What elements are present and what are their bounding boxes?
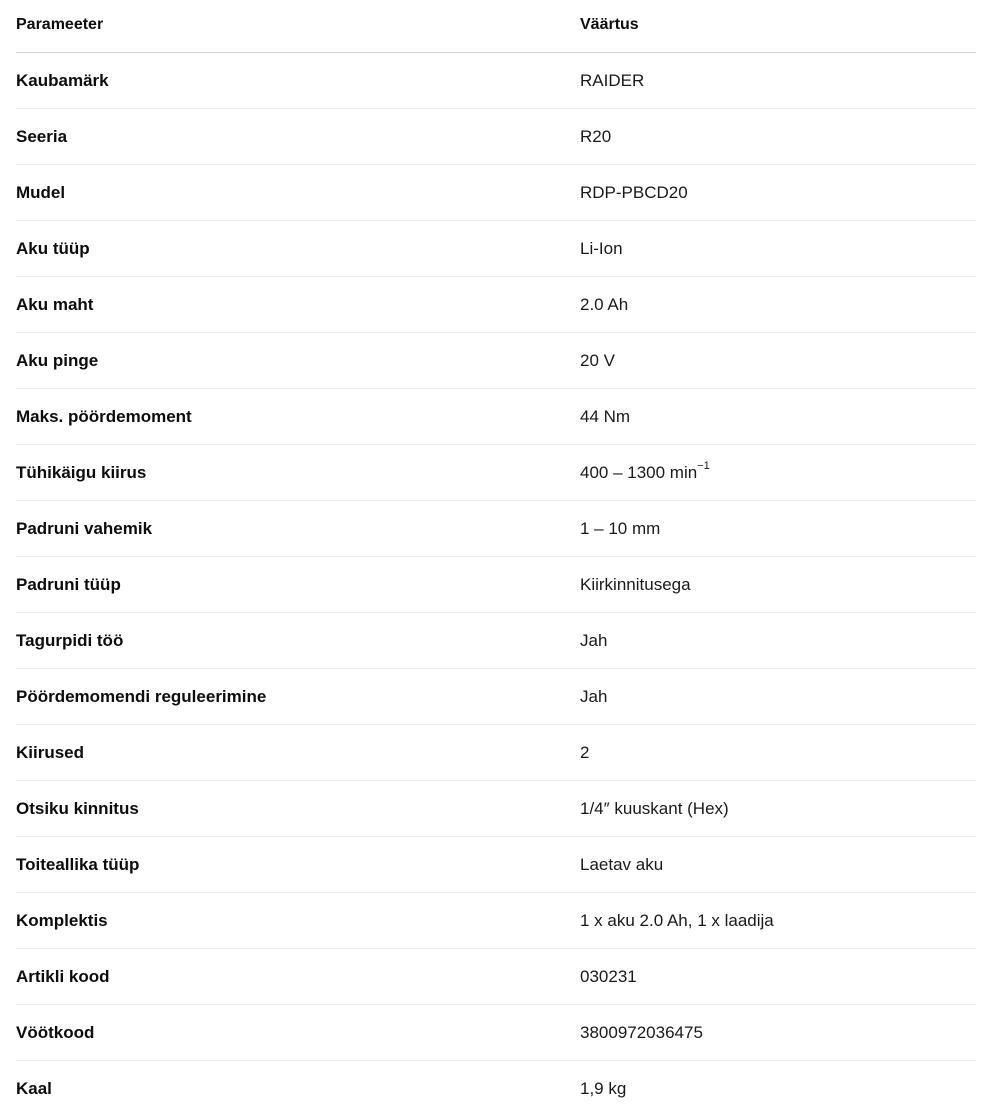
table-row: [16, 1061, 976, 1116]
param-cell: Aku maht: [16, 277, 580, 333]
param-cell: Komplektis: [16, 893, 580, 949]
param-cell: Aku pinge: [16, 333, 580, 389]
table-row: [16, 333, 976, 389]
table-row: [16, 109, 976, 165]
column-header-value: Väärtus: [580, 0, 976, 53]
value-cell: RDP-PBCD20: [580, 165, 976, 221]
value-cell: 2.0 Ah: [580, 277, 976, 333]
table-row: [16, 1005, 976, 1061]
param-cell: Artikli kood: [16, 949, 580, 1005]
table-row: [16, 445, 976, 501]
param-cell: Vöötkood: [16, 1005, 580, 1061]
value-cell: 44 Nm: [580, 389, 976, 445]
param-cell: Maks. pöördemoment: [16, 389, 580, 445]
table-row: [16, 781, 976, 837]
value-cell: 3800972036475: [580, 1005, 976, 1061]
table-row: [16, 669, 976, 725]
table-row: [16, 53, 976, 109]
param-cell: Kiirused: [16, 725, 580, 781]
table-row: [16, 165, 976, 221]
value-cell: 1 x aku 2.0 Ah, 1 x laadija: [580, 893, 976, 949]
table-row: [16, 613, 976, 669]
table-row: [16, 501, 976, 557]
param-cell: Kaubamärk: [16, 53, 580, 109]
value-cell: Laetav aku: [580, 837, 976, 893]
param-cell: Otsiku kinnitus: [16, 781, 580, 837]
table-row: [16, 837, 976, 893]
spec-table: [16, 0, 976, 1116]
param-cell: Tagurpidi töö: [16, 613, 580, 669]
table-row: [16, 893, 976, 949]
value-cell: 2: [580, 725, 976, 781]
table-row: [16, 389, 976, 445]
table-row: [16, 221, 976, 277]
param-cell: Kaal: [16, 1061, 580, 1116]
value-cell: 1,9 kg: [580, 1061, 976, 1116]
value-cell: Jah: [580, 613, 976, 669]
table-row: [16, 949, 976, 1005]
value-cell: 030231: [580, 949, 976, 1005]
value-cell: Jah: [580, 669, 976, 725]
value-cell: Kiirkinnitusega: [580, 557, 976, 613]
value-cell: RAIDER: [580, 53, 976, 109]
value-cell: R20: [580, 109, 976, 165]
param-cell: Toiteallika tüüp: [16, 837, 580, 893]
param-cell: Mudel: [16, 165, 580, 221]
param-cell: Aku tüüp: [16, 221, 580, 277]
param-cell: Padruni vahemik: [16, 501, 580, 557]
table-header-row: [16, 0, 976, 53]
param-cell: Padruni tüüp: [16, 557, 580, 613]
table-row: [16, 557, 976, 613]
table-row: [16, 277, 976, 333]
value-superscript: −1: [697, 460, 710, 472]
value-cell: [580, 445, 976, 501]
param-cell: Pöördemomendi reguleerimine: [16, 669, 580, 725]
value-text: 400 – 1300 min: [580, 463, 697, 482]
table-row: [16, 725, 976, 781]
value-cell: 1/4″ kuuskant (Hex): [580, 781, 976, 837]
column-header-parameter: Parameeter: [16, 0, 580, 53]
value-cell: Li-Ion: [580, 221, 976, 277]
value-cell: 1 – 10 mm: [580, 501, 976, 557]
param-cell: Tühikäigu kiirus: [16, 445, 580, 501]
param-cell: Seeria: [16, 109, 580, 165]
value-cell: 20 V: [580, 333, 976, 389]
